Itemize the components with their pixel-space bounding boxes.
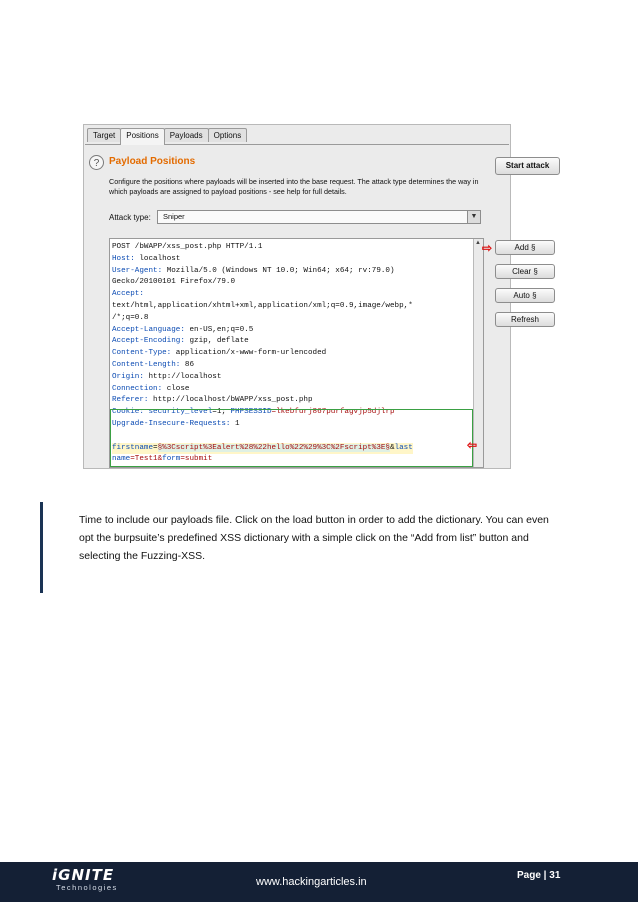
param-name: name <box>112 455 131 464</box>
body-paragraph: Time to include our payloads file. Click on the load button in order to add the dictionary. You can even opt the burpsuite’s predefined XSS dictionary with a simple click on the “Add from list” button and selecting the Fuzzing-XSS. <box>79 514 549 562</box>
attack-type-select[interactable] <box>157 210 481 224</box>
attack-type-label: Attack type: <box>109 213 151 222</box>
cookie-name: security_level <box>143 408 213 417</box>
header-value: 86 <box>180 360 195 369</box>
header-key: Host: <box>112 254 135 263</box>
start-attack-button[interactable]: Start attack <box>495 157 560 175</box>
header-key: Accept: <box>112 290 144 299</box>
header-key: Upgrade-Insecure-Requests: <box>112 419 231 428</box>
red-arrow-icon: ⇦ <box>467 438 478 452</box>
param-sep: & <box>390 443 395 452</box>
header-value: localhost <box>134 254 181 263</box>
header-key: Connection: <box>112 384 163 393</box>
add-section-button[interactable]: Add § <box>495 240 555 255</box>
dropdown-arrow-icon[interactable]: ▼ <box>467 211 480 223</box>
request-editor[interactable] <box>109 238 484 468</box>
scroll-up-icon[interactable]: ▲ <box>475 240 481 246</box>
header-value: application/x-www-form-urlencoded <box>171 349 327 358</box>
header-key: Referer: <box>112 396 149 405</box>
header-value: close <box>162 384 190 393</box>
param-eq: = <box>153 443 158 452</box>
logo-main-text: iGNITE <box>52 866 115 884</box>
param-name: last <box>394 443 413 452</box>
request-text <box>112 242 413 466</box>
cookie-name: PHPSESSID <box>230 408 272 417</box>
header-key: Content-Length: <box>112 360 181 369</box>
red-arrow-icon: ⇨ <box>482 241 493 255</box>
header-value: gzip, deflate <box>184 337 249 346</box>
positions-description: Configure the positions where payloads will be inserted into the base request. The attack type determines the way in which payloads are assigned to payload positions - see help for full details. <box>109 177 479 196</box>
cookie-value: =1; <box>212 408 231 417</box>
header-key: Content-Type: <box>112 349 172 358</box>
header-key: Accept-Language: <box>112 325 185 334</box>
payload-position: §%3Cscript%3Ealert%28%22hello%22%29%3C%2Fscript%3E§ <box>157 443 390 452</box>
header-key: Origin: <box>112 372 144 381</box>
request-line: POST /bWAPP/xss_post.php HTTP/1.1 <box>112 243 263 251</box>
header-key: Accept-Encoding: <box>112 337 185 346</box>
auto-section-button[interactable]: Auto § <box>495 288 555 303</box>
payload-positions-title: Payload Positions <box>109 156 196 167</box>
refresh-button[interactable]: Refresh <box>495 312 555 327</box>
param-name: form <box>162 455 181 464</box>
page-footer <box>0 862 638 902</box>
header-value: Gecko/20100101 Firefox/79.0 <box>112 278 236 287</box>
tab-bar <box>87 128 246 144</box>
header-value: /*;q=0.8 <box>112 313 149 322</box>
header-key: User-Agent: <box>112 266 163 275</box>
param-value: =submit <box>180 455 213 464</box>
tab-positions[interactable]: Positions <box>120 128 164 145</box>
header-value: text/html,application/xhtml+xml,application/xml;q=0.9,image/webp,* <box>112 301 413 310</box>
header-value: en-US,en;q=0.5 <box>184 325 254 334</box>
clear-section-button[interactable]: Clear § <box>495 264 555 279</box>
header-value: http://localhost <box>143 372 222 381</box>
editor-scrollbar[interactable] <box>473 239 483 467</box>
param-name: firstname <box>112 443 154 452</box>
header-value: http://localhost/bWAPP/xss_post.php <box>148 396 313 405</box>
paragraph-accent-bar <box>40 502 43 593</box>
burp-intruder-screenshot <box>83 124 550 469</box>
param-value: =Test1& <box>130 455 163 464</box>
header-value: 1 <box>230 419 240 428</box>
logo-sub-text: Technologies <box>56 883 118 892</box>
body-line-1 <box>112 443 413 455</box>
tab-target[interactable]: Target <box>87 128 121 142</box>
ignite-logo <box>52 867 118 892</box>
help-icon[interactable]: ? <box>89 155 104 170</box>
header-value: Mozilla/5.0 (Windows NT 10.0; Win64; x64; rv:79.0) <box>162 266 395 275</box>
tab-options[interactable]: Options <box>208 128 248 142</box>
website-link[interactable]: www.hackingarticles.in <box>256 876 367 888</box>
page-number: Page | 31 <box>517 870 561 881</box>
tab-payloads[interactable]: Payloads <box>164 128 209 142</box>
header-key: Cookie: <box>112 408 144 417</box>
cookie-value: =lkebfurj867purfagvjp5djlrp <box>271 408 395 417</box>
attack-type-value: Sniper <box>163 212 185 221</box>
